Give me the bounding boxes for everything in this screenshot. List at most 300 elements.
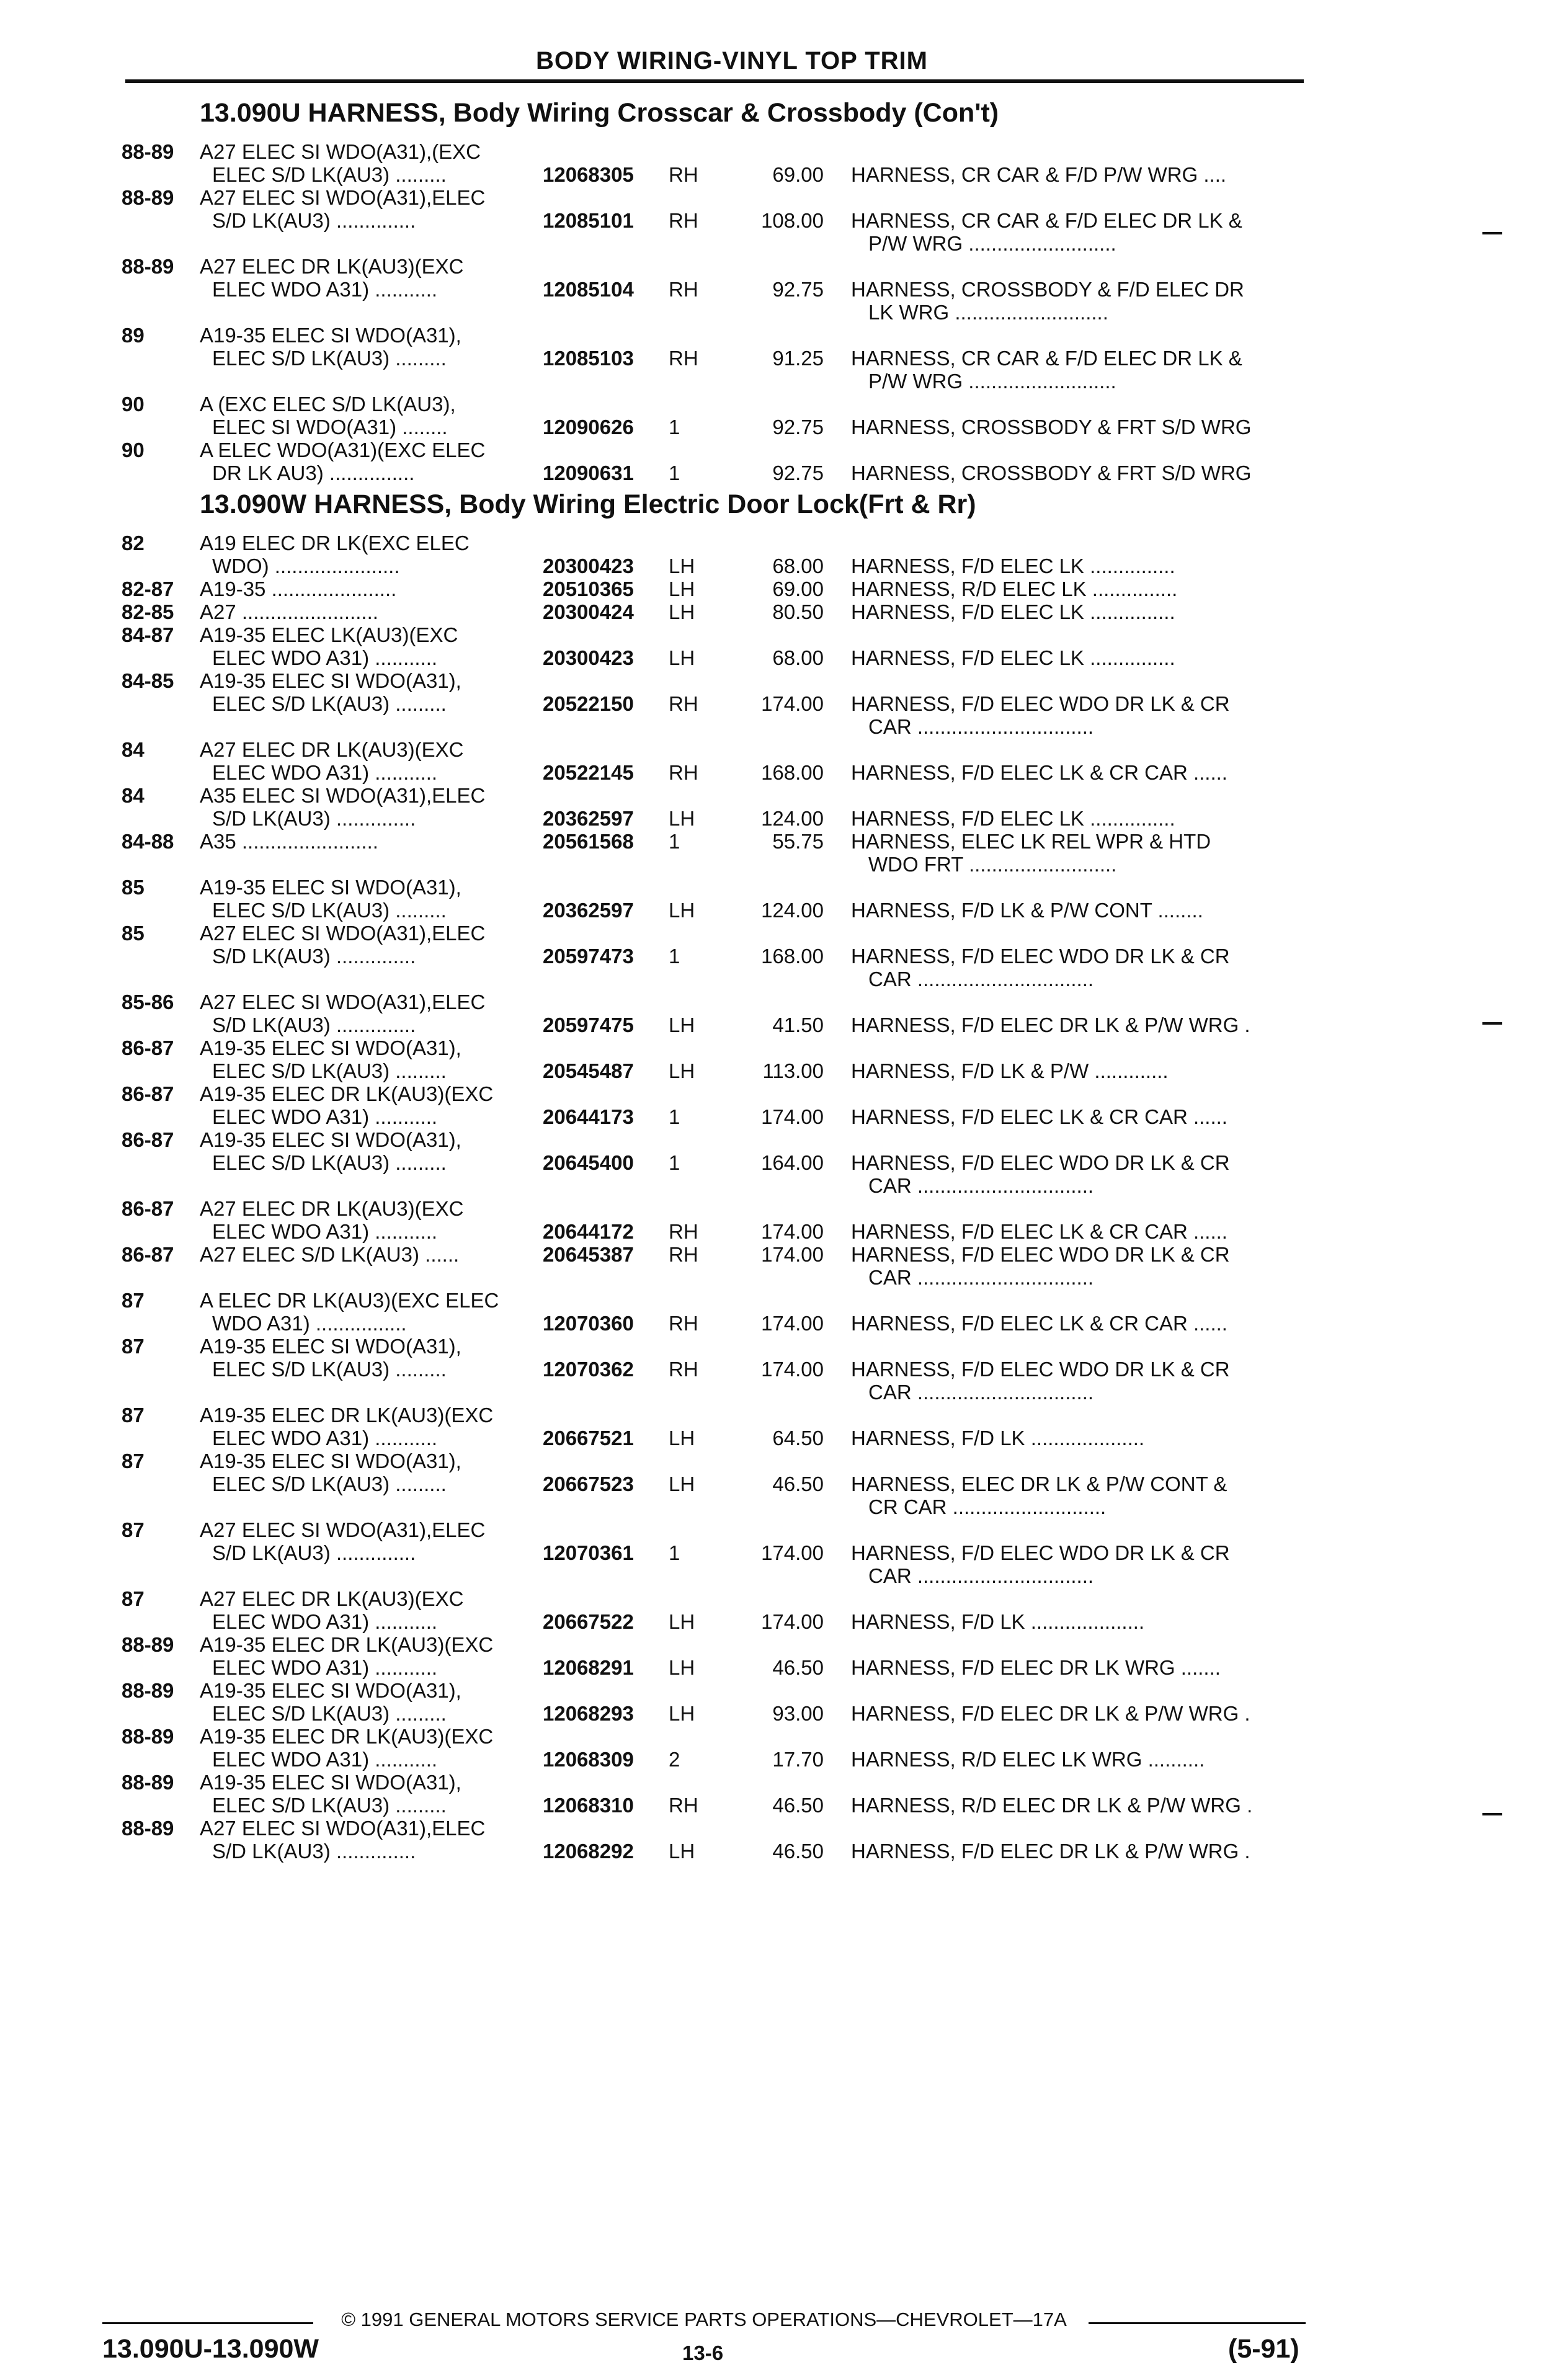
part-number: 20561568 <box>543 830 634 853</box>
part-number: 20300423 <box>543 555 634 577</box>
quantity: RH <box>669 278 698 301</box>
description-continuation: ELEC S/D LK(AU3) ......... <box>212 1358 447 1381</box>
description-line: A27 ELEC S/D LK(AU3) ...... <box>200 1243 460 1266</box>
catalog-entry <box>0 784 1568 830</box>
entry-line <box>0 163 1568 186</box>
part-number: 12068310 <box>543 1794 634 1817</box>
part-description: HARNESS, ELEC LK REL WPR & HTD <box>851 830 1211 853</box>
year-cell: 86-87 <box>122 1036 174 1059</box>
price: 80.50 <box>772 600 824 623</box>
catalog-entry <box>0 255 1568 324</box>
part-description: HARNESS, F/D LK .................... <box>851 1427 1145 1450</box>
catalog-entry <box>0 738 1568 784</box>
quantity: LH <box>669 1059 695 1082</box>
price: 41.50 <box>772 1013 824 1036</box>
quantity: RH <box>669 1312 698 1335</box>
entry-line <box>0 1358 1568 1381</box>
part-number: 12070362 <box>543 1358 634 1381</box>
price: 164.00 <box>761 1151 824 1174</box>
entry-line <box>0 1702 1568 1725</box>
quantity: RH <box>669 209 698 232</box>
entry-line <box>0 1243 1568 1266</box>
description-line: A27 ELEC SI WDO(A31),ELEC <box>200 991 486 1013</box>
description-continuation: ELEC WDO A31) ........... <box>212 1105 438 1128</box>
margin-tick <box>1482 1813 1502 1815</box>
part-description: HARNESS, R/D ELEC LK WRG .......... <box>851 1748 1205 1771</box>
quantity: LH <box>669 1427 695 1450</box>
entry-line <box>0 1610 1568 1633</box>
catalog-sections <box>0 93 1568 1863</box>
part-description-continuation: LK WRG ........................... <box>868 301 1108 324</box>
entry-line <box>0 532 1568 555</box>
part-number: 20362597 <box>543 807 634 830</box>
description-line: A27 ELEC DR LK(AU3)(EXC <box>200 1587 464 1610</box>
catalog-entry <box>0 1817 1568 1863</box>
entry-line <box>0 1036 1568 1059</box>
entry-line <box>0 577 1568 600</box>
entry-line <box>0 1472 1568 1495</box>
catalog-entry <box>0 439 1568 484</box>
entry-line <box>0 1151 1568 1174</box>
entry-line <box>0 393 1568 416</box>
description-continuation: S/D LK(AU3) .............. <box>212 1013 416 1036</box>
price: 174.00 <box>761 1541 824 1564</box>
entry-line <box>0 945 1568 968</box>
quantity: LH <box>669 1013 695 1036</box>
quantity: RH <box>669 1220 698 1243</box>
description-continuation: DR LK AU3) ............... <box>212 461 415 484</box>
price: 108.00 <box>761 209 824 232</box>
quantity: RH <box>669 761 698 784</box>
year-cell: 85 <box>122 876 145 899</box>
entry-line <box>0 255 1568 278</box>
entry-line <box>0 186 1568 209</box>
entry-line <box>0 1105 1568 1128</box>
catalog-entry <box>0 623 1568 669</box>
part-description: HARNESS, F/D ELEC DR LK & P/W WRG . <box>851 1702 1250 1725</box>
price: 174.00 <box>761 1358 824 1381</box>
quantity: 1 <box>669 1541 680 1564</box>
price: 174.00 <box>761 1243 824 1266</box>
part-number: 20667522 <box>543 1610 634 1633</box>
catalog-entry <box>0 393 1568 439</box>
description-continuation: S/D LK(AU3) .............. <box>212 945 416 968</box>
entry-line <box>0 1427 1568 1450</box>
section-heading <box>0 93 1568 140</box>
entry-line <box>0 347 1568 370</box>
description-continuation: ELEC WDO A31) ........... <box>212 278 438 301</box>
part-number: 12068291 <box>543 1656 634 1679</box>
section-heading <box>0 484 1568 532</box>
description-continuation: WDO A31) ................ <box>212 1312 407 1335</box>
part-number: 12068305 <box>543 163 634 186</box>
year-cell: 87 <box>122 1587 145 1610</box>
description-line: A27 ELEC DR LK(AU3)(EXC <box>200 738 464 761</box>
year-cell: 88-89 <box>122 1725 174 1748</box>
description-line: A19-35 ELEC DR LK(AU3)(EXC <box>200 1725 494 1748</box>
footer-page-number: 13-6 <box>682 2341 724 2364</box>
description-continuation: S/D LK(AU3) .............. <box>212 1541 416 1564</box>
entry-line <box>0 1082 1568 1105</box>
part-number: 20645387 <box>543 1243 634 1266</box>
catalog-entry <box>0 140 1568 186</box>
year-cell: 86-87 <box>122 1243 174 1266</box>
quantity: RH <box>669 1358 698 1381</box>
entry-line <box>0 738 1568 761</box>
entry-line <box>0 1450 1568 1472</box>
entry-line <box>0 830 1568 853</box>
description-line: A19-35 ELEC SI WDO(A31), <box>200 1771 461 1794</box>
quantity: LH <box>669 577 695 600</box>
catalog-entry <box>0 1587 1568 1633</box>
part-number: 20522145 <box>543 761 634 784</box>
description-line: A27 ELEC SI WDO(A31),ELEC <box>200 1518 486 1541</box>
price: 168.00 <box>761 945 824 968</box>
description-continuation: S/D LK(AU3) .............. <box>212 807 416 830</box>
entry-line <box>0 439 1568 461</box>
entry-line <box>0 1656 1568 1679</box>
part-number: 20667521 <box>543 1427 634 1450</box>
entry-line <box>0 1495 1568 1518</box>
part-number: 20645400 <box>543 1151 634 1174</box>
part-number: 20362597 <box>543 899 634 922</box>
part-number: 12070361 <box>543 1541 634 1564</box>
year-cell: 88-89 <box>122 1771 174 1794</box>
year-cell: 87 <box>122 1335 145 1358</box>
catalog-entry <box>0 1197 1568 1243</box>
catalog-entry <box>0 1289 1568 1335</box>
description-line: A35 ........................ <box>200 830 378 853</box>
quantity: 1 <box>669 830 680 853</box>
entry-line <box>0 669 1568 692</box>
description-line: A27 ELEC SI WDO(A31),ELEC <box>200 1817 486 1840</box>
year-cell: 85 <box>122 922 145 945</box>
price: 92.75 <box>772 278 824 301</box>
entry-line <box>0 1518 1568 1541</box>
part-description: HARNESS, F/D ELEC LK & CR CAR ...... <box>851 761 1227 784</box>
entry-line <box>0 1381 1568 1404</box>
entry-line <box>0 1771 1568 1794</box>
entry-line <box>0 600 1568 623</box>
price: 124.00 <box>761 807 824 830</box>
entry-line <box>0 784 1568 807</box>
description-continuation: ELEC S/D LK(AU3) ......... <box>212 163 447 186</box>
entry-line <box>0 922 1568 945</box>
part-number: 20597473 <box>543 945 634 968</box>
entry-line <box>0 301 1568 324</box>
entry-line <box>0 1312 1568 1335</box>
quantity: 1 <box>669 1151 680 1174</box>
entry-line <box>0 876 1568 899</box>
price: 168.00 <box>761 761 824 784</box>
section-heading-text: 13.090W HARNESS, Body Wiring Electric Door Lock(Frt & Rr) <box>200 489 976 519</box>
year-cell: 87 <box>122 1289 145 1312</box>
entry-line <box>0 1541 1568 1564</box>
description-line: A27 ........................ <box>200 600 378 623</box>
part-description: HARNESS, F/D ELEC LK ............... <box>851 555 1175 577</box>
description-line: A19-35 ELEC SI WDO(A31), <box>200 324 461 347</box>
entry-line <box>0 370 1568 393</box>
catalog-entry <box>0 991 1568 1036</box>
part-number: 12085103 <box>543 347 634 370</box>
year-cell: 86-87 <box>122 1082 174 1105</box>
quantity: LH <box>669 1702 695 1725</box>
year-cell: 84-85 <box>122 669 174 692</box>
quantity: LH <box>669 1610 695 1633</box>
margin-tick <box>1482 1022 1502 1025</box>
part-description: HARNESS, F/D ELEC WDO DR LK & CR <box>851 945 1230 968</box>
description-line: A19-35 ELEC SI WDO(A31), <box>200 1679 461 1702</box>
year-cell: 84-87 <box>122 623 174 646</box>
part-description: HARNESS, F/D ELEC LK & CR CAR ...... <box>851 1312 1227 1335</box>
description-line: A27 ELEC SI WDO(A31),ELEC <box>200 922 486 945</box>
quantity: 1 <box>669 461 680 484</box>
price: 46.50 <box>772 1472 824 1495</box>
description-continuation: ELEC S/D LK(AU3) ......... <box>212 1702 447 1725</box>
catalog-entry <box>0 186 1568 255</box>
quantity: LH <box>669 646 695 669</box>
price: 174.00 <box>761 1610 824 1633</box>
quantity: RH <box>669 1243 698 1266</box>
catalog-entry <box>0 1404 1568 1450</box>
description-line: A19-35 ELEC SI WDO(A31), <box>200 1335 461 1358</box>
price: 124.00 <box>761 899 824 922</box>
price: 46.50 <box>772 1656 824 1679</box>
entry-line <box>0 1817 1568 1840</box>
quantity: LH <box>669 1656 695 1679</box>
catalog-entry <box>0 1633 1568 1679</box>
quantity: LH <box>669 1840 695 1863</box>
entry-line <box>0 692 1568 715</box>
description-continuation: S/D LK(AU3) .............. <box>212 209 416 232</box>
entry-line <box>0 1840 1568 1863</box>
part-description: HARNESS, F/D ELEC LK & CR CAR ...... <box>851 1220 1227 1243</box>
year-cell: 87 <box>122 1450 145 1472</box>
entry-line <box>0 1748 1568 1771</box>
year-cell: 90 <box>122 439 145 461</box>
entry-line <box>0 623 1568 646</box>
part-description-continuation: CAR ............................... <box>868 1174 1094 1197</box>
entry-line <box>0 1289 1568 1312</box>
description-line: A19-35 ELEC DR LK(AU3)(EXC <box>200 1633 494 1656</box>
part-number: 12085101 <box>543 209 634 232</box>
part-description: HARNESS, CROSSBODY & FRT S/D WRG <box>851 461 1252 484</box>
price: 68.00 <box>772 555 824 577</box>
part-number: 20300423 <box>543 646 634 669</box>
year-cell: 82-87 <box>122 577 174 600</box>
footer-rule-left <box>102 2322 313 2324</box>
description-continuation: ELEC WDO A31) ........... <box>212 1748 438 1771</box>
description-continuation: ELEC WDO A31) ........... <box>212 1656 438 1679</box>
description-line: A19-35 ELEC SI WDO(A31), <box>200 876 461 899</box>
entry-line <box>0 1197 1568 1220</box>
description-line: A19-35 ELEC DR LK(AU3)(EXC <box>200 1082 494 1105</box>
entry-line <box>0 991 1568 1013</box>
catalog-entry <box>0 1335 1568 1404</box>
part-description: HARNESS, CR CAR & F/D ELEC DR LK & <box>851 209 1242 232</box>
description-continuation: ELEC SI WDO(A31) ........ <box>212 416 448 439</box>
part-description: HARNESS, F/D ELEC DR LK & P/W WRG . <box>851 1840 1250 1863</box>
description-continuation: ELEC WDO A31) ........... <box>212 1610 438 1633</box>
price: 46.50 <box>772 1794 824 1817</box>
part-number: 20644173 <box>543 1105 634 1128</box>
part-description: HARNESS, F/D ELEC WDO DR LK & CR <box>851 1243 1230 1266</box>
part-description: HARNESS, CR CAR & F/D ELEC DR LK & <box>851 347 1242 370</box>
part-description-continuation: P/W WRG .......................... <box>868 232 1116 255</box>
description-continuation: ELEC S/D LK(AU3) ......... <box>212 692 447 715</box>
part-description-continuation: CAR ............................... <box>868 1266 1094 1289</box>
part-description-continuation: P/W WRG .......................... <box>868 370 1116 393</box>
description-line: A19-35 ELEC SI WDO(A31), <box>200 1036 461 1059</box>
part-description: HARNESS, F/D ELEC WDO DR LK & CR <box>851 1358 1230 1381</box>
part-description-continuation: CAR ............................... <box>868 1381 1094 1404</box>
footer-section-range: 13.090U-13.090W <box>102 2334 319 2364</box>
page-title: BODY WIRING-VINYL TOP TRIM <box>536 47 928 74</box>
description-line: A ELEC WDO(A31)(EXC ELEC <box>200 439 486 461</box>
year-cell: 84 <box>122 738 145 761</box>
entry-line <box>0 416 1568 439</box>
year-cell: 88-89 <box>122 1633 174 1656</box>
description-continuation: ELEC S/D LK(AU3) ......... <box>212 1794 447 1817</box>
footer-rule-right <box>1089 2322 1306 2324</box>
entry-line <box>0 1128 1568 1151</box>
catalog-entry <box>0 1036 1568 1082</box>
quantity: 1 <box>669 945 680 968</box>
part-number: 20510365 <box>543 577 634 600</box>
entry-line <box>0 555 1568 577</box>
entry-line <box>0 1587 1568 1610</box>
part-description-continuation: CAR ............................... <box>868 1564 1094 1587</box>
year-cell: 82-85 <box>122 600 174 623</box>
price: 174.00 <box>761 1220 824 1243</box>
year-cell: 82 <box>122 532 145 555</box>
price: 46.50 <box>772 1840 824 1863</box>
part-description: HARNESS, R/D ELEC LK ............... <box>851 577 1178 600</box>
part-description: HARNESS, F/D ELEC DR LK WRG ....... <box>851 1656 1221 1679</box>
description-continuation: S/D LK(AU3) .............. <box>212 1840 416 1863</box>
year-cell: 86-87 <box>122 1128 174 1151</box>
catalog-entry <box>0 830 1568 876</box>
description-continuation: ELEC S/D LK(AU3) ......... <box>212 347 447 370</box>
year-cell: 88-89 <box>122 140 174 163</box>
price: 55.75 <box>772 830 824 853</box>
footer-copyright-line <box>102 2309 1306 2336</box>
part-number: 12090626 <box>543 416 634 439</box>
price: 69.00 <box>772 577 824 600</box>
description-continuation: ELEC S/D LK(AU3) ......... <box>212 1059 447 1082</box>
entry-line <box>0 1679 1568 1702</box>
part-number: 12085104 <box>543 278 634 301</box>
price: 69.00 <box>772 163 824 186</box>
title-rule <box>125 79 1304 83</box>
year-cell: 87 <box>122 1518 145 1541</box>
part-description: HARNESS, F/D LK & P/W ............. <box>851 1059 1169 1082</box>
quantity: 2 <box>669 1748 680 1771</box>
quantity: LH <box>669 600 695 623</box>
description-continuation: ELEC WDO A31) ........... <box>212 761 438 784</box>
catalog-entry <box>0 1128 1568 1197</box>
quantity: LH <box>669 899 695 922</box>
entry-line <box>0 807 1568 830</box>
year-cell: 87 <box>122 1404 145 1427</box>
price: 64.50 <box>772 1427 824 1450</box>
part-description-continuation: CR CAR ........................... <box>868 1495 1107 1518</box>
entry-line <box>0 1013 1568 1036</box>
entry-line <box>0 324 1568 347</box>
catalog-entry <box>0 577 1568 600</box>
year-cell: 84 <box>122 784 145 807</box>
section-heading-text: 13.090U HARNESS, Body Wiring Crosscar & Crossbody (Con't) <box>200 98 999 128</box>
description-line: A19-35 ELEC SI WDO(A31), <box>200 1128 461 1151</box>
entry-line <box>0 1633 1568 1656</box>
footer-copyright: © 1991 GENERAL MOTORS SERVICE PARTS OPERATIONS—CHEVROLET—17A <box>341 2309 1067 2330</box>
entry-line <box>0 646 1568 669</box>
catalog-entry <box>0 1243 1568 1289</box>
price: 92.75 <box>772 461 824 484</box>
quantity: RH <box>669 692 698 715</box>
catalog-entry <box>0 532 1568 577</box>
part-description: HARNESS, F/D LK & P/W CONT ........ <box>851 899 1203 922</box>
entry-line <box>0 461 1568 484</box>
part-description: HARNESS, F/D LK .................... <box>851 1610 1145 1633</box>
year-cell: 84-88 <box>122 830 174 853</box>
part-description: HARNESS, ELEC DR LK & P/W CONT & <box>851 1472 1227 1495</box>
catalog-entry <box>0 1082 1568 1128</box>
entry-line <box>0 968 1568 991</box>
price: 92.75 <box>772 416 824 439</box>
quantity: LH <box>669 1472 695 1495</box>
price: 68.00 <box>772 646 824 669</box>
part-description: HARNESS, CROSSBODY & FRT S/D WRG <box>851 416 1252 439</box>
part-number: 12068292 <box>543 1840 634 1863</box>
quantity: RH <box>669 163 698 186</box>
description-line: A19-35 ELEC SI WDO(A31), <box>200 669 461 692</box>
entry-line <box>0 1335 1568 1358</box>
price: 174.00 <box>761 692 824 715</box>
part-description: HARNESS, F/D ELEC WDO DR LK & CR <box>851 692 1230 715</box>
part-number: 20545487 <box>543 1059 634 1082</box>
part-number: 20644172 <box>543 1220 634 1243</box>
entry-line <box>0 715 1568 738</box>
description-line: A27 ELEC SI WDO(A31),ELEC <box>200 186 486 209</box>
quantity: 1 <box>669 416 680 439</box>
catalog-entry <box>0 1518 1568 1587</box>
description-line: A ELEC DR LK(AU3)(EXC ELEC <box>200 1289 499 1312</box>
entry-line <box>0 853 1568 876</box>
price: 174.00 <box>761 1312 824 1335</box>
quantity: LH <box>669 807 695 830</box>
description-continuation: ELEC WDO A31) ........... <box>212 1427 438 1450</box>
entry-line <box>0 140 1568 163</box>
entry-line <box>0 1174 1568 1197</box>
part-number: 12090631 <box>543 461 634 484</box>
year-cell: 85-86 <box>122 991 174 1013</box>
part-number: 12068293 <box>543 1702 634 1725</box>
quantity: 1 <box>669 1105 680 1128</box>
quantity: RH <box>669 347 698 370</box>
year-cell: 88-89 <box>122 255 174 278</box>
entry-line <box>0 1404 1568 1427</box>
part-number: 12070360 <box>543 1312 634 1335</box>
entry-line <box>0 232 1568 255</box>
year-cell: 88-89 <box>122 1817 174 1840</box>
catalog-entry <box>0 1450 1568 1518</box>
catalog-entry <box>0 876 1568 922</box>
catalog-entry <box>0 669 1568 738</box>
description-continuation: ELEC WDO A31) ........... <box>212 646 438 669</box>
price: 93.00 <box>772 1702 824 1725</box>
part-description: HARNESS, F/D ELEC LK ............... <box>851 807 1175 830</box>
